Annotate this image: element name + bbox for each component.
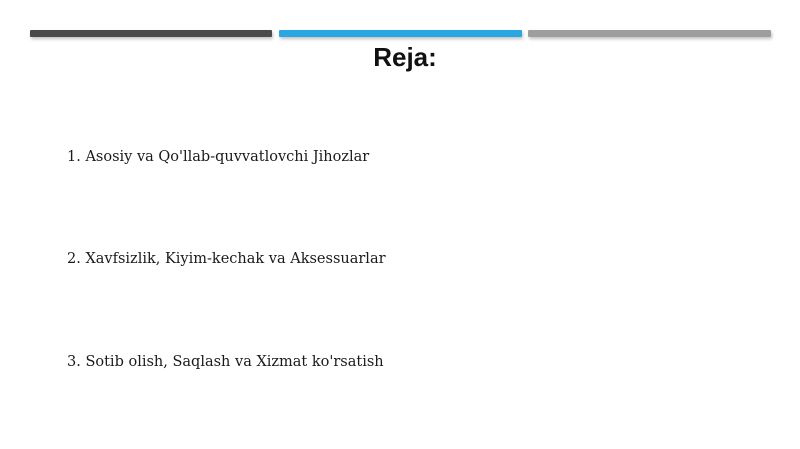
slide-title: Reja: [373, 42, 437, 72]
list-item: 3. Sotib olish, Saqlash va Xizmat ko'rsatish [67, 354, 384, 370]
accent-bar-dark [30, 30, 272, 37]
accent-bar-gray [528, 30, 771, 37]
accent-bar-blue [279, 30, 522, 37]
list-item: 2. Xavfsizlik, Kiyim-kechak va Aksessuarlar [67, 251, 386, 267]
list-item: 1. Asosiy va Qo'llab-quvvatlovchi Jihozlar [67, 149, 370, 165]
